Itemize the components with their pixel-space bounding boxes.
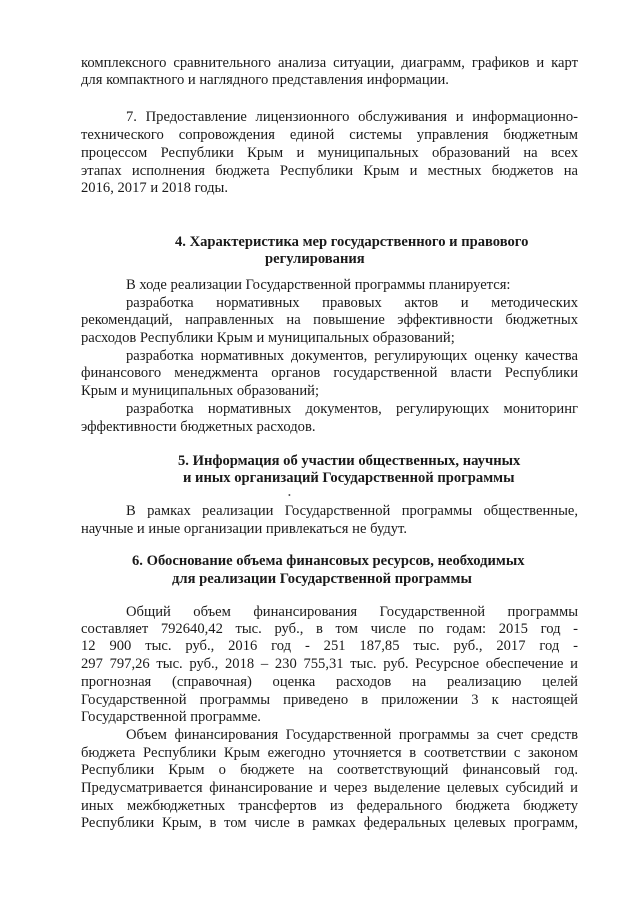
section6-line: иных межбюджетных трансфертов из федерального бюджета бюджету [81,798,578,814]
section6-line: Объем финансирования Государственной программы за счет средств [126,727,578,743]
section6-line: Республики Крым, в том числе в рамках федеральных целевых программ, [81,815,578,831]
section6-line: 297 797,26 тыс. руб., 2018 – 230 755,31 тыс. руб. Ресурсное обеспечение и [81,656,578,672]
section4-line: Крым и муниципальных образований; [81,383,319,399]
section6-heading: для реализации Государственной программы [172,571,472,587]
section4-line: В ходе реализации Государственной программы планируется: [126,277,511,293]
section6-line: Государственной программы приведено в приложении 3 к настоящей [81,692,578,708]
section5-heading: и иных организаций Государственной программы [183,470,515,486]
section4-line: рекомендаций, направленных на повышение эффективности бюджетных [81,312,578,328]
section4-line: разработка нормативных документов, регулирующих мониторинг [126,401,578,417]
section6-line: Предусматривается финансирование и через выделение целевых субсидий и [81,780,578,796]
section6-line: Республики Крым о бюджете на соответствующий финансовый год. [81,762,578,778]
section4-line: разработка нормативных правовых актов и методических [126,295,578,311]
item7-line: 7. Предоставление лицензионного обслуживания и информационно- [126,109,578,125]
section5-line: научные и иные организации привлекаться не будут. [81,521,407,537]
scan-speck: • [288,491,291,500]
section4-line: разработка нормативных документов, регулирующих оценку качества [126,348,578,364]
section5-line: В рамках реализации Государственной программы общественные, [126,503,578,519]
section4-heading: регулирования [265,251,365,267]
section6-line: Общий объем финансирования Государственной программы [126,604,578,620]
section6-heading: 6. Обоснование объема финансовых ресурсов, необходимых [132,553,525,569]
section6-line: составляет 792640,42 тыс. руб., в том числе по годам: 2015 год - [81,621,578,637]
section4-line: финансового менеджмента органов государственной власти Республики [81,365,578,381]
item7-line: процессом Республики Крым и муниципальных образований на всех [81,145,578,161]
section4-line: эффективности бюджетных расходов. [81,419,316,435]
section4-line: расходов Республики Крым и муниципальных образований; [81,330,455,346]
intro-line: комплексного сравнительного анализа ситуации, диаграмм, графиков и карт [81,55,578,71]
section6-line: бюджета Республики Крым ежегодно уточняется в соответствии с законом [81,745,578,761]
item7-line: 2016, 2017 и 2018 годы. [81,180,228,196]
section4-heading: 4. Характеристика мер государственного и правового [175,234,529,250]
section6-line: Государственной программе. [81,709,261,725]
intro-line: для компактного и наглядного представления информации. [81,72,449,88]
item7-line: этапах исполнения бюджета Республики Крым и местных бюджетов на [81,163,578,179]
section5-heading: 5. Информация об участии общественных, научных [178,453,521,469]
item7-line: технического сопровождения единой системы управления бюджетным [81,127,578,143]
section6-line: прогнозная (справочная) оценка расходов на реализацию целей [81,674,578,690]
section6-line: 12 900 тыс. руб., 2016 год - 251 187,85 тыс. руб., 2017 год - [81,638,578,654]
